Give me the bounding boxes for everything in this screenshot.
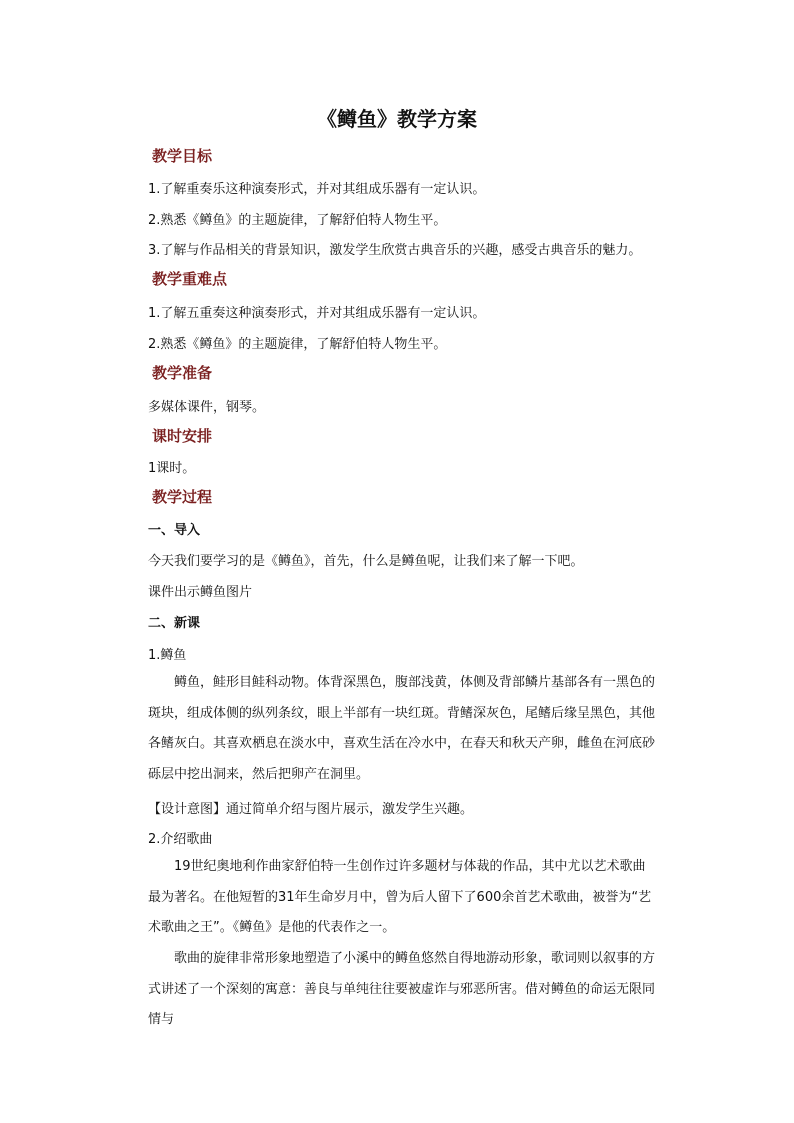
song-analysis: 歌曲的旋律非常形象地塑造了小溪中的鳟鱼悠然自得地游动形象，歌词则以叙事的方式讲述了一个深刻的寓意：善良与单纯往往要被虚诈与邪恶所害。借对鳟鱼的命运无限同情与 [148,951,656,1027]
song-introduction: 19世纪奥地利作曲家舒伯特一生创作过许多题材与体裁的作品，其中尤以艺术歌曲最为著名。在他短暂的31年生命岁月中，曾为后人留下了600余首艺术歌曲，被誉为“艺术歌曲之王”。《鳟鱼》是他的代表作之一。 [148,859,652,935]
intro-text-2: 课件出示鳟鱼图片 [148,585,253,600]
schedule-text: 1课时。 [148,461,196,476]
new-lesson-item1-title: 1.鳟鱼 [148,648,187,663]
heading-process: 教学过程 [152,488,213,506]
subheading-intro: 一、导入 [148,523,201,538]
goal-item-1: 1.了解重奏乐这种演奏形式，并对其组成乐器有一定认识。 [148,182,486,197]
goal-item-2: 2.熟悉《鳟鱼》的主题旋律，了解舒伯特人物生平。 [148,213,447,228]
trout-description: 鳟鱼，鲑形目鲑科动物。体背深黑色，腹部浅黄，体侧及背部鳞片基部各有一黑色的斑块，组成体侧的纵列条纹，眼上半部有一块红斑。背鳍深灰色，尾鳍后缘呈黑色，其他各鳍灰白。其喜欢栖息在淡水中，喜欢生活在冷水中，在春天和秋天产卵，雌鱼在河底砂砾层中挖出洞来，然后把卵产在洞里。 [148,675,656,782]
key-point-item-1: 1.了解五重奏这种演奏形式，并对其组成乐器有一定认识。 [148,306,486,321]
heading-key-points: 教学重难点 [152,270,228,288]
new-lesson-item2-title: 2.介绍歌曲 [148,832,213,847]
heading-goals: 教学目标 [152,147,213,165]
heading-schedule: 课时安排 [152,427,213,445]
preparation-text: 多媒体课件，钢琴。 [148,400,266,415]
goal-item-3: 3.了解与作品相关的背景知识，激发学生欣赏古典音乐的兴趣，感受古典音乐的魅力。 [148,243,642,258]
key-point-item-2: 2.熟悉《鳟鱼》的主题旋律，了解舒伯特人物生平。 [148,337,447,352]
design-intent: 【设计意图】通过简单介绍与图片展示，激发学生兴趣。 [148,802,474,817]
document-title: 《鳟鱼》教学方案 [317,107,477,131]
intro-text-1: 今天我们要学习的是《鳟鱼》，首先，什么是鳟鱼呢，让我们来了解一下吧。 [148,554,584,569]
heading-preparation: 教学准备 [152,364,213,382]
subheading-new-lesson: 二、新课 [148,616,201,631]
